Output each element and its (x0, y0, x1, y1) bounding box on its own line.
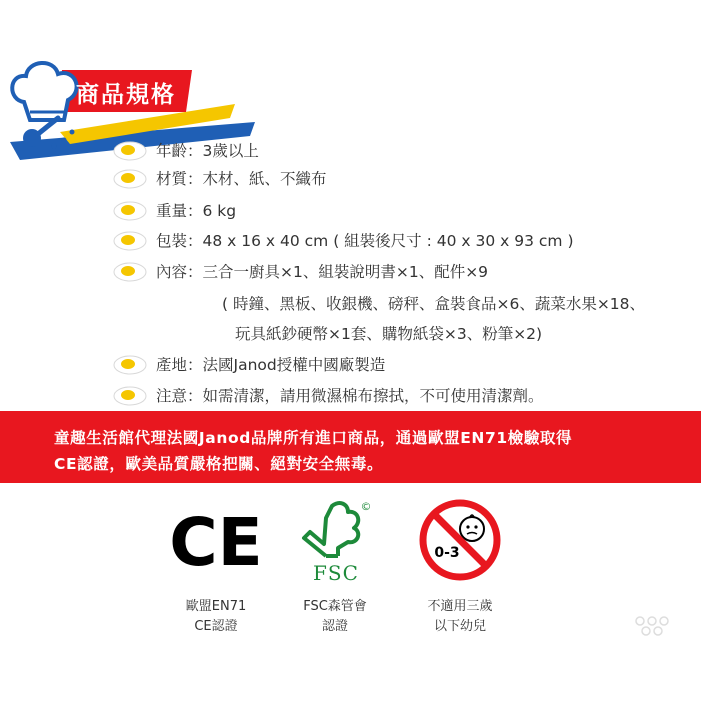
spec-row-origin (112, 350, 385, 378)
spec-text: 材質：木材、紙、不織布 (156, 170, 327, 188)
fried-egg-icon (112, 138, 148, 162)
banner-line-2: CE認證，歐美品質嚴格把關、絕對安全無毒。 (54, 455, 384, 473)
page-title: 商品規格 (76, 82, 176, 108)
spec-row-caution (112, 381, 544, 409)
ce-caption (161, 597, 271, 637)
spec-row-package (112, 226, 574, 254)
spec-row-contents (112, 257, 488, 285)
chef-hat-icon (6, 56, 86, 154)
not-for-under-3-icon (417, 497, 503, 583)
fsc-mark-text: FSC (313, 561, 359, 585)
fried-egg-icon (112, 228, 148, 252)
ce-mark-text: CE (169, 504, 263, 581)
fried-egg-icon (112, 166, 148, 190)
ce-mark-icon (169, 504, 263, 581)
ce-caption-line-1: 歐盟EN71 (185, 599, 247, 614)
age-caption-line-2: 以下幼兒 (433, 619, 486, 634)
spec-text: 年齡：3歲以上 (156, 142, 259, 160)
spec-row-material (112, 164, 327, 192)
age-caption-line-1: 不適用三歲 (427, 599, 493, 614)
fsc-caption (280, 597, 390, 637)
ce-caption-line-2: CE認證 (194, 619, 238, 634)
fried-egg-icon (112, 383, 148, 407)
spec-row-age (112, 136, 259, 164)
spec-contents-line-3: 玩具紙鈔硬幣×1套、購物紙袋×3、粉筆×2) (235, 325, 543, 343)
spec-text: 產地：法國Janod授權中國廠製造 (156, 356, 386, 374)
fried-egg-icon (112, 259, 148, 283)
age-caption (405, 597, 515, 637)
spec-text: 內容：三合一廚具×1、組裝說明書×1、配件×9 (156, 263, 489, 281)
spec-text: 重量：6 kg (156, 202, 237, 220)
spec-row-weight (112, 196, 236, 224)
fried-egg-icon (112, 198, 148, 222)
spec-text: 包裝：48 x 16 x 40 cm ( 組裝後尺寸 : 40 x 30 x 93 cm ) (156, 232, 574, 250)
fsc-caption-line-1: FSC森管會 (303, 599, 367, 614)
spec-contents-line-2: ( 時鐘、黑板、收銀機、磅秤、盒裝食品×6、蔬菜水果×18、 (222, 295, 646, 313)
fsc-tree-icon (296, 498, 376, 584)
watermark-icon (632, 613, 672, 639)
age-mark-text: 0-3 (434, 545, 460, 561)
fried-egg-icon (112, 352, 148, 376)
spec-text: 注意：如需清潔，請用微濕棉布擦拭，不可使用清潔劑。 (156, 387, 544, 405)
banner-line-1: 童趣生活館代理法國Janod品牌所有進口商品，通過歐盟EN71檢驗取得 (54, 429, 573, 447)
fsc-caption-line-2: 認證 (321, 619, 348, 634)
fsc-copyright: © (360, 500, 372, 513)
